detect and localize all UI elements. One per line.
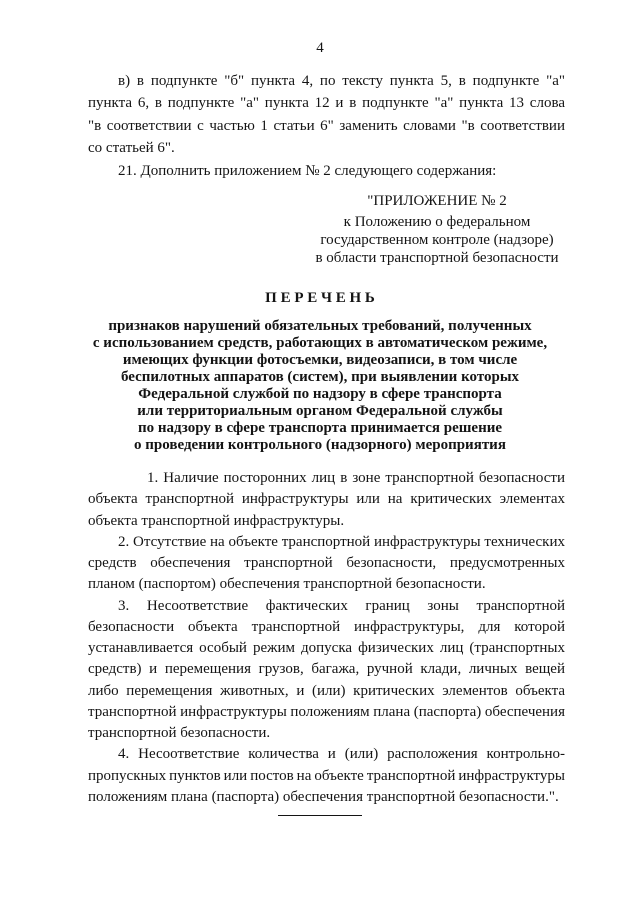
amendment-line: со статьей 6". <box>88 140 175 157</box>
list-item-line: объекта транспортной инфраструктуры. <box>88 512 345 529</box>
list-subtitle-line: Федеральной службой по надзору в сфере транспорта <box>138 386 502 402</box>
list-item-2 <box>88 532 565 596</box>
list-item-line: положениям плана (паспорта) обеспечения транспортной безопасности.". <box>88 788 559 805</box>
appendix-subtitle-line: в области транспортной безопасности <box>315 250 559 266</box>
page-number: 4 <box>316 40 324 56</box>
list-subtitle-line: беспилотных аппаратов (систем), при выявлении которых <box>120 369 520 385</box>
list-item-line: пропускных пунктов или постов на объекте транспортной инфраструктуры <box>88 767 565 784</box>
amendment-line: в) в подпункте "б" пункта 4, по тексту пункта 5, в подпункте "а" <box>118 73 565 89</box>
list-item-line: транспортной инфраструктуры положениям плана (паспорта) обеспечения <box>88 703 565 720</box>
list-item-3 <box>88 596 565 745</box>
list-item-line: 3. Несоответствие фактических границ зоны транспортной <box>118 597 565 614</box>
list-item-1 <box>88 468 565 532</box>
list-item-line: 4. Несоответствие количества и (или) расположения контрольно- <box>118 746 565 763</box>
list-item-line: безопасности объекта транспортной инфраструктуры, для которой <box>88 618 565 635</box>
list-subtitle-line: по надзору в сфере транспорта принимается решение <box>137 420 503 436</box>
list-subtitle-line: или территориальным органом Федеральной службы <box>137 403 503 419</box>
amendment-line: пункта 6, в подпункте "а" пункта 12 и в подпункте "а" пункта 13 слова <box>88 95 565 112</box>
list-subtitle-line: с использованием средств, работающих в автоматическом режиме, <box>92 335 548 351</box>
appendix-subtitle-line: к Положению о федеральном <box>343 214 531 230</box>
list-item-line: устанавливается особый режим допуска физических лиц (транспортных <box>88 640 565 656</box>
violation-list <box>88 468 565 808</box>
list-subtitle-line: имеющих функции фотосъемки, видеозаписи, в том числе <box>122 352 518 368</box>
list-item-line: планом (паспортом) обеспечения транспортной безопасности. <box>88 576 486 593</box>
list-item-line: транспортной безопасности. <box>88 725 271 741</box>
amendment-line: "в соответствии с частью 1 статьи 6" заменить словами "в соответствии <box>88 117 565 134</box>
list-item-line: либо перемещения животных, и (или) критических элементов объекта <box>88 682 565 699</box>
appendix-title: "ПРИЛОЖЕНИЕ № 2 <box>367 193 507 209</box>
end-separator <box>278 815 362 816</box>
list-item-line: средств обеспечения транспортной безопасности, предусмотренных <box>88 555 565 571</box>
list-item-4 <box>88 744 565 808</box>
list-item-line: 1. Наличие посторонних лиц в зоне транспортной безопасности <box>147 470 565 486</box>
appendix-subtitle-line: государственном контроле (надзоре) <box>320 232 554 248</box>
list-subtitle-line: о проведении контрольного (надзорного) мероприятия <box>134 437 506 453</box>
list-heading: П Е Р Е Ч Е Н Ь <box>265 290 375 306</box>
appendix-header <box>297 192 577 267</box>
list-subtitle <box>0 318 640 454</box>
list-item-line: 2. Отсутствие на объекте транспортной инфраструктуры технических <box>118 533 565 550</box>
list-item-line: объекта транспортной инфраструктуры или на критических элементах <box>88 491 565 508</box>
amendment-paragraph <box>88 70 565 182</box>
list-item-line: средств) и перемещения грузов, багажа, ручной клади, личных вещей <box>88 661 565 678</box>
list-subtitle-line: признаков нарушений обязательных требований, полученных <box>108 318 532 334</box>
clause-21: 21. Дополнить приложением № 2 следующего содержания: <box>118 162 497 179</box>
